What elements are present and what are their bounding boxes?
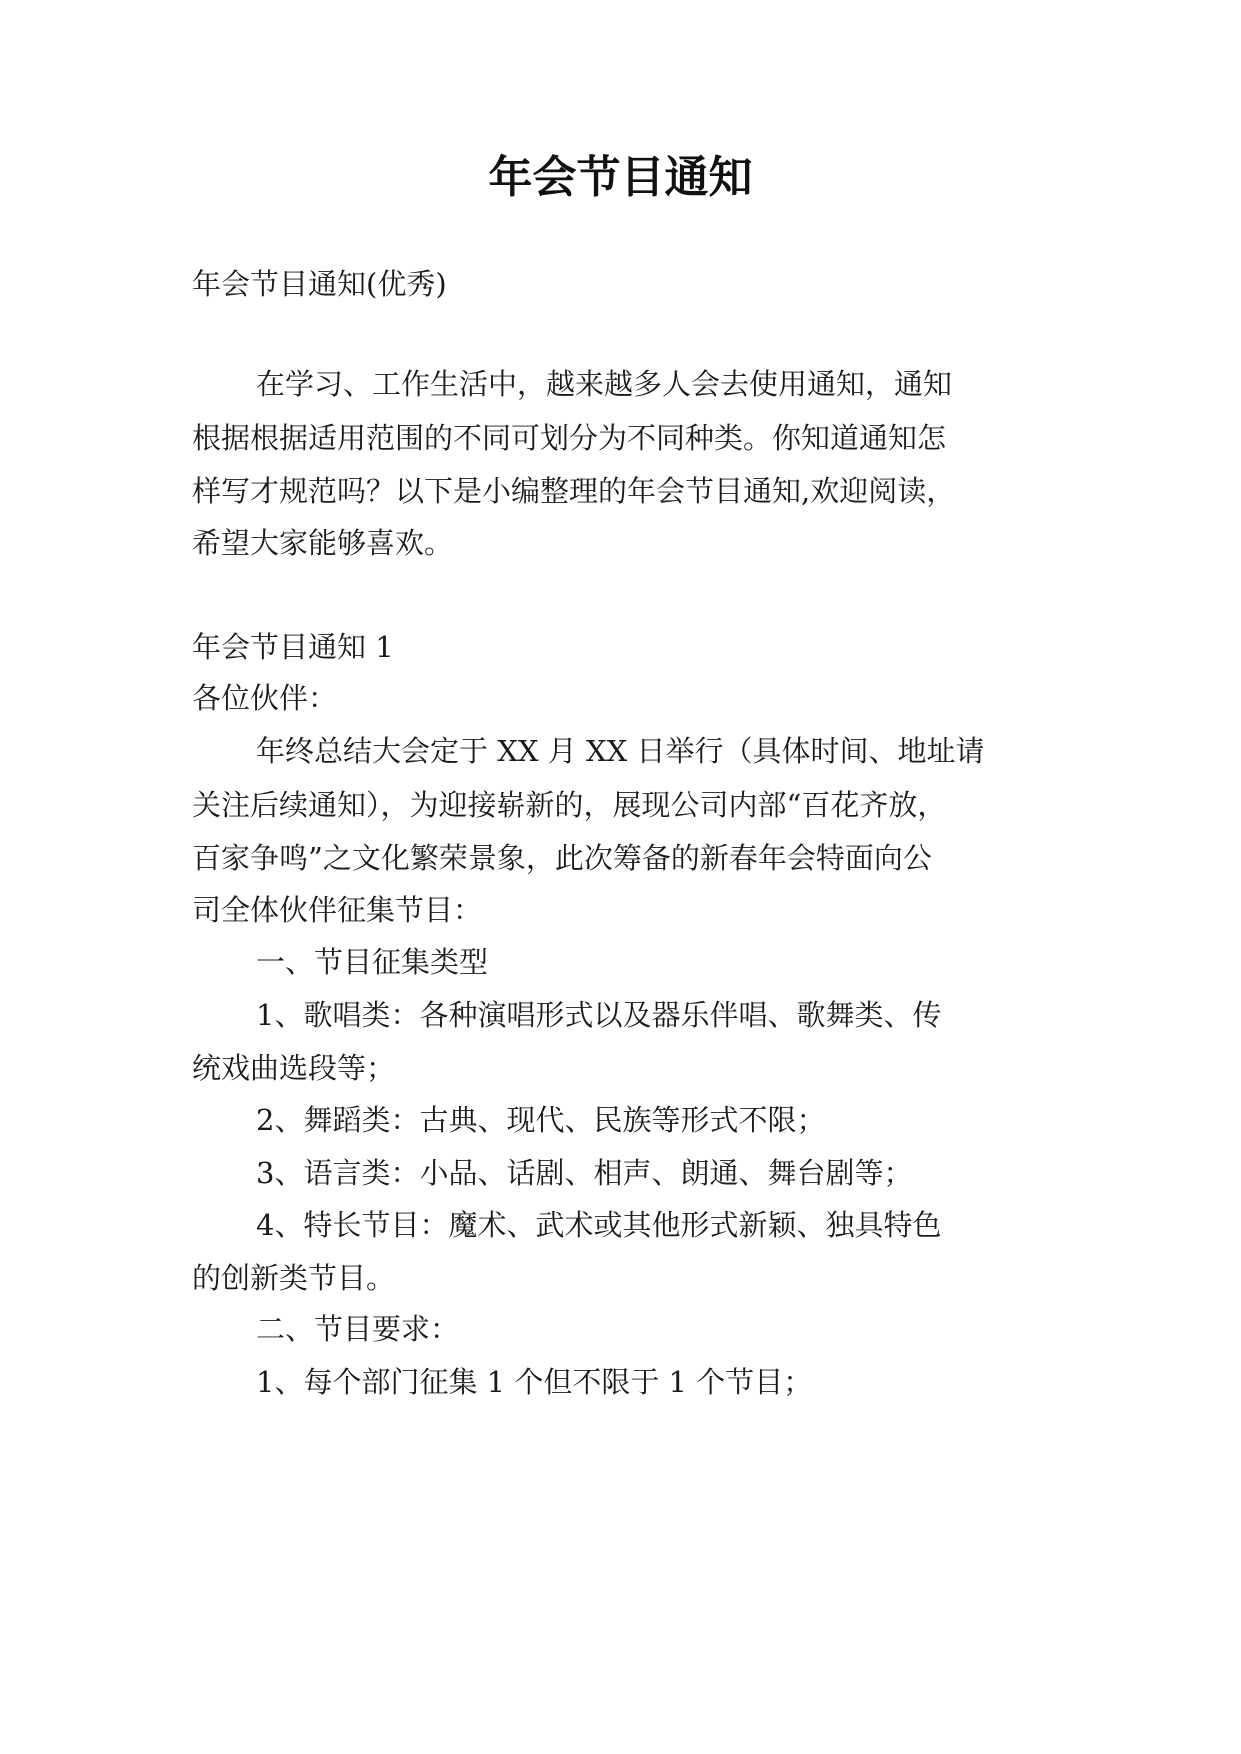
part-two-heading: 二、节目要求： (256, 1312, 460, 1346)
list-item: 1、每个部门征集 1 个但不限于 1 个节目； (256, 1365, 813, 1399)
body-line: 年终总结大会定于 XX 月 XX 日举行（具体时间、地址请 (256, 734, 985, 768)
list-item: 3、语言类：小品、话剧、相声、朗通、舞台剧等； (256, 1156, 913, 1190)
intro-line: 在学习、工作生活中，越来越多人会去使用通知，通知 (256, 367, 953, 401)
list-item: 的创新类节目。 (192, 1261, 396, 1295)
body-line: 百家争鸣”之文化繁荣景象，此次筹备的新春年会特面向公 (192, 841, 932, 875)
part-one-heading: 一、节目征集类型 (256, 945, 489, 979)
body-line: 关注后续通知），为迎接崭新的，展现公司内部“百花齐放， (192, 788, 947, 822)
intro-line: 样写才规范吗？以下是小编整理的年会节目通知,欢迎阅读， (192, 474, 956, 508)
section-heading: 年会节目通知 1 (192, 630, 394, 664)
body-line: 司全体伙伴征集节目： (192, 893, 483, 927)
list-item: 2、舞蹈类：古典、现代、民族等形式不限； (256, 1103, 826, 1137)
list-item: 统戏曲选段等； (192, 1051, 396, 1085)
intro-line: 根据根据适用范围的不同可划分为不同种类。你知道通知怎 (192, 421, 947, 455)
document-subtitle: 年会节目通知(优秀) (192, 267, 447, 301)
list-item: 4、特长节目：魔术、武术或其他形式新颖、独具特色 (256, 1208, 942, 1242)
list-item: 1、歌唱类：各种演唱形式以及器乐伴唱、歌舞类、传 (256, 998, 942, 1032)
document-title: 年会节目通知 (488, 152, 753, 203)
intro-line: 希望大家能够喜欢。 (192, 526, 454, 560)
salutation: 各位伙伴： (192, 681, 338, 715)
